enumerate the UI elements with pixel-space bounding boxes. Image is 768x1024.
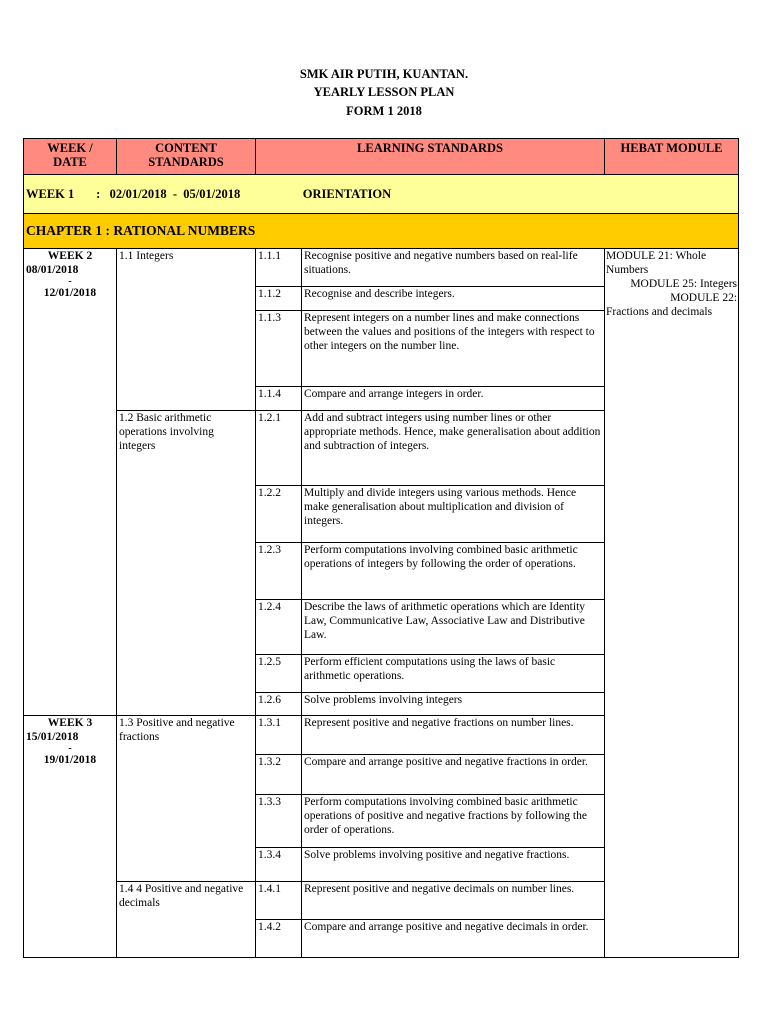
standard-code: 1.2.1 <box>256 411 302 486</box>
standard-code: 1.1.2 <box>256 287 302 311</box>
standard-code: 1.3.3 <box>256 795 302 848</box>
col-week-date <box>24 139 117 175</box>
standard-code: 1.2.6 <box>256 693 302 716</box>
week2-end: 12/01/2018 <box>43 287 97 299</box>
hebat-module-22-title: Fractions and decimals <box>606 306 713 318</box>
standard-code: 1.3.4 <box>256 848 302 882</box>
table-row <box>24 249 739 287</box>
standard-text: Represent integers on a number lines and make connections between the values and positions of the integers with respect to other integers on the number line. <box>302 311 605 387</box>
content-standard-1-1: 1.1 Integers <box>117 249 256 411</box>
standard-code: 1.3.1 <box>256 716 302 755</box>
col-week-line2: DATE <box>53 155 87 169</box>
week2-start: 08/01/2018 <box>26 264 79 276</box>
standard-text: Add and subtract integers using number lines or other appropriate methods. Hence, make generalisation about addition and subtraction of integers. <box>302 411 605 486</box>
standard-text: Solve problems involving integers <box>302 693 605 716</box>
standard-text: Compare and arrange integers in order. <box>302 387 605 411</box>
standard-text: Perform efficient computations using the laws of basic arithmetic operations. <box>302 655 605 693</box>
week3-cell <box>24 716 117 958</box>
page-bottom-rule <box>23 957 738 958</box>
standard-code: 1.3.2 <box>256 755 302 795</box>
col-week-line1: WEEK / <box>47 141 93 155</box>
form-year: FORM 1 2018 <box>346 104 422 118</box>
week2-label: WEEK 2 <box>47 250 93 262</box>
standard-text: Recognise positive and negative numbers based on real-life situations. <box>302 249 605 287</box>
standard-code: 1.1.3 <box>256 311 302 387</box>
standard-code: 1.4.2 <box>256 920 302 958</box>
standard-text: Solve problems involving positive and negative fractions. <box>302 848 605 882</box>
week1-row <box>24 175 739 214</box>
week3-label: WEEK 3 <box>47 717 93 729</box>
week1-orientation: WEEK 1 : 02/01/2018 - 05/01/2018 ORIENTATION <box>24 175 739 214</box>
chapter-title: CHAPTER 1 : RATIONAL NUMBERS <box>24 214 739 249</box>
content-standard-1-4: 1.4 4 Positive and negative decimals <box>117 882 256 958</box>
school-name: SMK AIR PUTIH, KUANTAN. <box>299 67 469 81</box>
standard-text: Represent positive and negative fractions on number lines. <box>302 716 605 755</box>
col-content-line1: CONTENT <box>155 141 217 155</box>
standard-code: 1.1.1 <box>256 249 302 287</box>
table-header-row <box>24 139 739 175</box>
standard-code: 1.2.2 <box>256 486 302 543</box>
standard-text: Perform computations involving combined basic arithmetic operations of integers by following the order of operations. <box>302 543 605 600</box>
week2-dash: - <box>68 276 72 287</box>
col-content-standards <box>117 139 256 175</box>
hebat-module-25: MODULE 25: Integers <box>630 278 738 290</box>
chapter-row <box>24 214 739 249</box>
week3-start: 15/01/2018 <box>26 731 79 743</box>
standard-text: Compare and arrange positive and negative decimals in order. <box>302 920 605 958</box>
standard-text: Perform computations involving combined basic arithmetic operations of positive and negative fractions by following the order of operations. <box>302 795 605 848</box>
content-standard-1-3: 1.3 Positive and negative fractions <box>117 716 256 882</box>
col-learning-standards: LEARNING STANDARDS <box>256 139 605 175</box>
week3-end: 19/01/2018 <box>43 754 97 766</box>
standard-code: 1.1.4 <box>256 387 302 411</box>
document-title: YEARLY LESSON PLAN <box>313 85 455 99</box>
standard-text: Describe the laws of arithmetic operations which are Identity Law, Communicative Law, Associative Law and Distributive Law. <box>302 600 605 655</box>
standard-text: Compare and arrange positive and negative fractions in order. <box>302 755 605 795</box>
col-content-line2: STANDARDS <box>148 155 224 169</box>
standard-code: 1.2.4 <box>256 600 302 655</box>
week2-cell <box>24 249 117 716</box>
content-standard-1-2: 1.2 Basic arithmetic operations involving integers <box>117 411 256 716</box>
standard-code: 1.2.5 <box>256 655 302 693</box>
hebat-module-21: MODULE 21: Whole Numbers <box>606 250 707 276</box>
week3-dash: - <box>68 743 72 754</box>
lesson-plan-table <box>23 138 739 958</box>
standard-text: Recognise and describe integers. <box>302 287 605 311</box>
hebat-module-cell <box>605 249 739 958</box>
standard-code: 1.2.3 <box>256 543 302 600</box>
standard-text: Multiply and divide integers using various methods. Hence make generalisation about multiplication and division of integers. <box>302 486 605 543</box>
standard-text: Represent positive and negative decimals on number lines. <box>302 882 605 920</box>
hebat-module-22-label: MODULE 22: <box>670 292 738 304</box>
standard-code: 1.4.1 <box>256 882 302 920</box>
col-hebat-module: HEBAT MODULE <box>605 139 739 175</box>
